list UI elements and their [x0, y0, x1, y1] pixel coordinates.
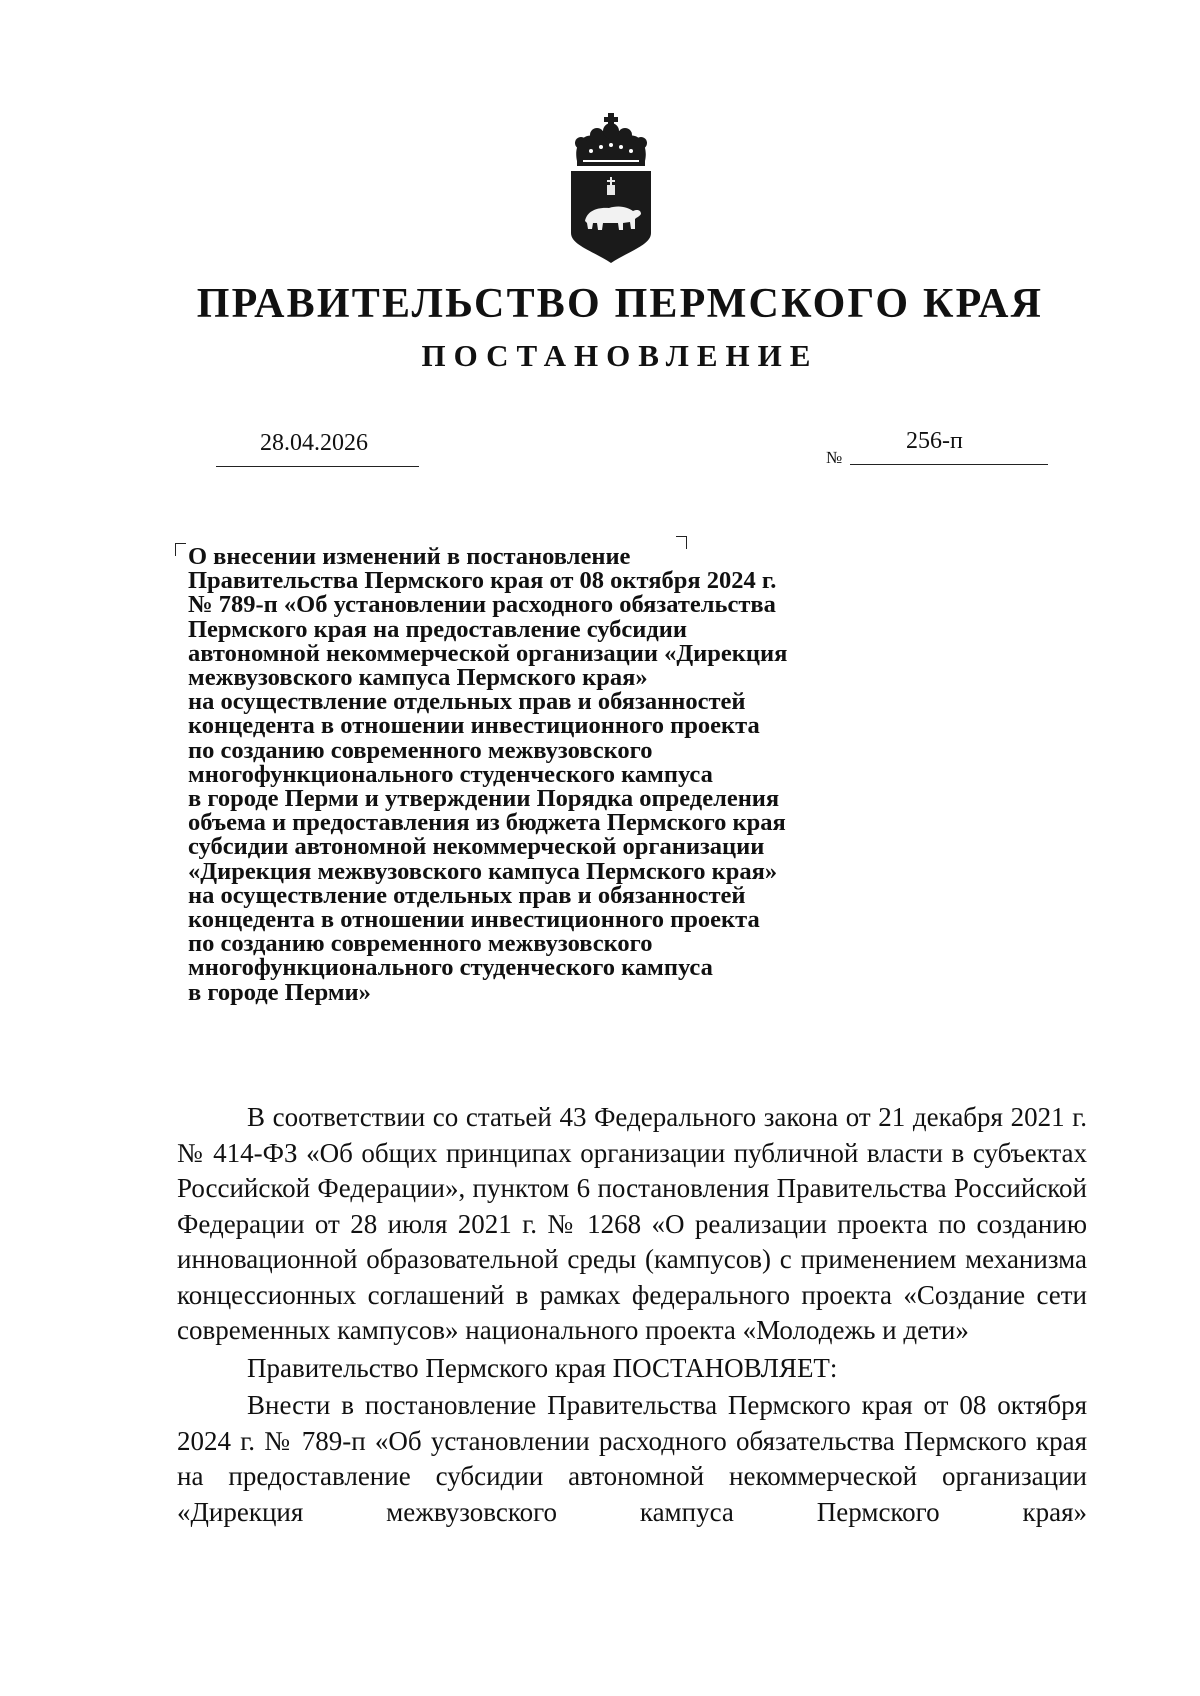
perm-krai-coat-of-arms-icon [567, 113, 655, 265]
subject-line: по созданию современного межвузовского [188, 930, 653, 958]
subject-line: многофункционального студенческого кампуса [188, 954, 713, 982]
subject-line: по созданию современного межвузовского [188, 736, 653, 764]
date-field [216, 430, 419, 467]
subject-line: межвузовского кампуса Пермского края» [188, 664, 648, 692]
subject-line: субсидии автономной некоммерческой организации [188, 833, 765, 861]
subject-line: Правительства Пермского края от 08 октября 2024 г. [188, 567, 777, 595]
body-paragraph-resolves: Правительство Пермского края ПОСТАНОВЛЯЕТ: [247, 1352, 838, 1383]
subject-corner-left [175, 543, 186, 556]
subject-line: в городе Перми» [188, 978, 371, 1006]
document-subject [188, 545, 908, 1005]
number-sign: № [826, 448, 843, 467]
subject-line: Пермского края на предоставление субсидии [188, 615, 688, 643]
document-type: ПОСТАНОВЛЕНИЕ [421, 338, 819, 373]
document-number: 256-п [906, 428, 963, 454]
document-body [177, 1100, 1087, 1530]
document-date: 28.04.2026 [260, 430, 368, 456]
number-field [850, 428, 1048, 465]
subject-line: О внесении изменений в постановление [188, 543, 631, 570]
subject-line: концедента в отношении инвестиционного проекта [188, 906, 760, 934]
subject-line: в городе Перми и утверждении Порядка определения [188, 785, 780, 813]
subject-line: концедента в отношении инвестиционного проекта [188, 712, 760, 740]
body-paragraph-amendment: Внести в постановление Правительства Пермского края от 08 октября 2024 г. № 789-п «Об установлении расходного обязательства Пермского края на предоставление субсидии автономной некоммерческой организации «Дирекция межвузовского кампуса Пермского края» [177, 1390, 1087, 1527]
government-title: ПРАВИТЕЛЬСТВО ПЕРМСКОГО КРАЯ [196, 281, 1044, 327]
subject-line: на осуществление отдельных прав и обязанностей [188, 688, 746, 716]
subject-line: на осуществление отдельных прав и обязанностей [188, 881, 746, 909]
subject-line: многофункционального студенческого кампуса [188, 760, 713, 788]
subject-line: объема и предоставления из бюджета Пермского края [188, 809, 786, 837]
subject-line: № 789-п «Об установлении расходного обязательства [188, 591, 776, 619]
subject-line: автономной некоммерческой организации «Дирекция [188, 639, 788, 667]
body-paragraph-legal-basis: В соответствии со статьей 43 Федерального закона от 21 декабря 2021 г. № 414-ФЗ «Об общих принципах организации публичной власти в субъектах Российской Федерации», пунктом 6 постановления Правительства Российской Федерации от 28 июля 2021 г. № 1268 «О реализации проекта по созданию инновационной образовательной среды (кампусов) с применением механизма концессионных соглашений в рамках федерального проекта «Создание сети современных кампусов» национального проекта «Молодежь и дети» [177, 1102, 1087, 1345]
subject-line: «Дирекция межвузовского кампуса Пермского края» [188, 857, 778, 885]
